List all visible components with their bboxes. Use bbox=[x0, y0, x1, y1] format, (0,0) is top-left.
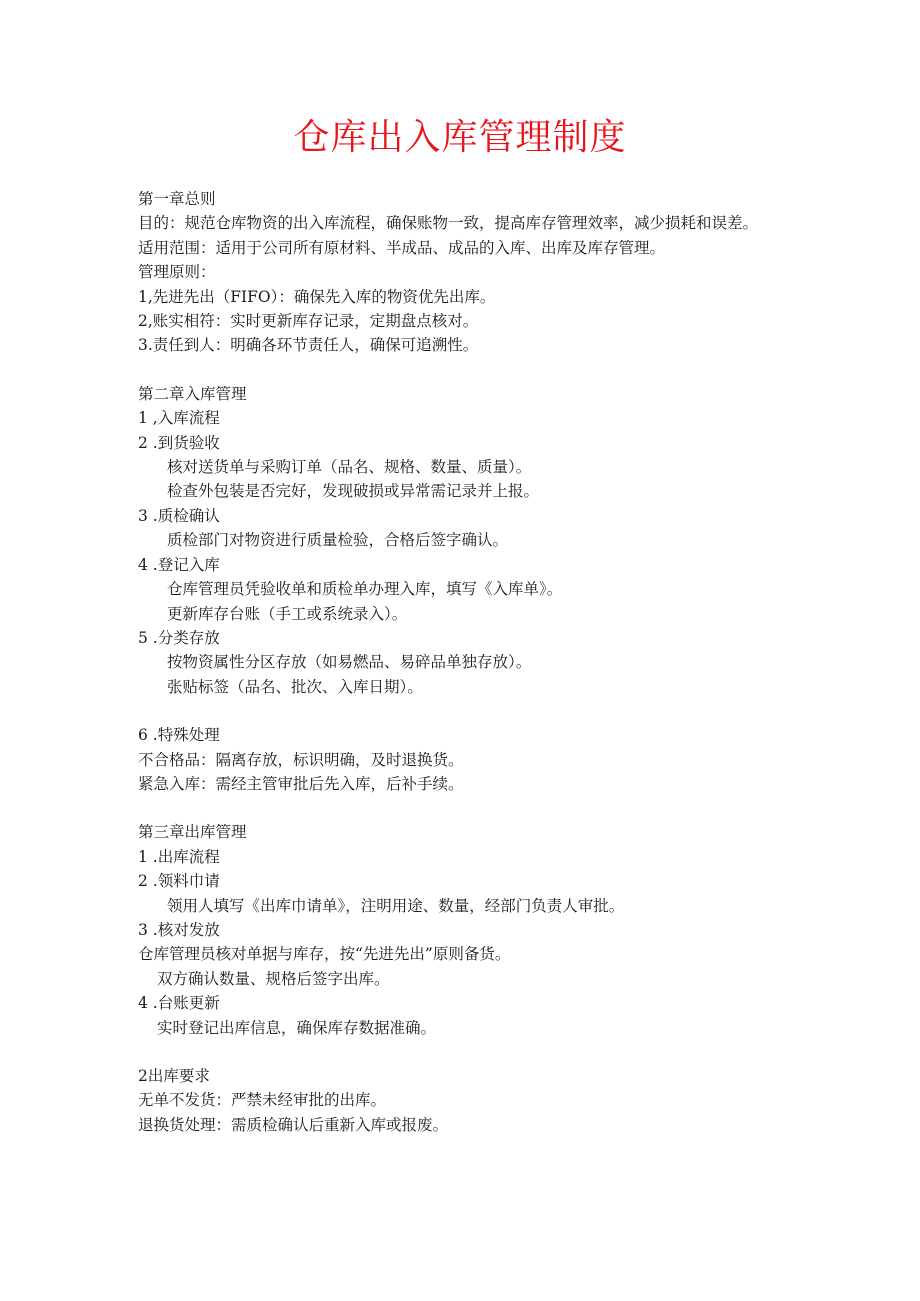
section-item: 领用人填写《出库巾请单》，注明用途、数量，经部门负责人审批。 bbox=[167, 896, 625, 915]
section-heading: 6 .特殊处理 bbox=[138, 726, 220, 745]
section-heading: 2 .到货验收 bbox=[138, 433, 220, 452]
principle-item: 2,账实相符：实时更新库存记录，定期盘点核对。 bbox=[138, 312, 479, 331]
requirements-heading: 2出库要求 bbox=[138, 1067, 210, 1085]
section-item: 核对送货单与采购订单（品名、规格、数量、质量）。 bbox=[167, 458, 532, 477]
principle-item: 1,先进先出（FIFO）：确保先入库的物资优先出库。 bbox=[138, 287, 496, 306]
section-heading: 5 .分类存放 bbox=[138, 628, 220, 647]
purpose-paragraph: 目的：规范仓库物资的出入库流程，确保账物一致，提高库存管理效率，减少损耗和误差。 bbox=[138, 214, 759, 233]
document-title: 仓库出入库管理制度 bbox=[293, 117, 627, 158]
section-item: 紧急入库：需经主管审批后先入库，后补手续。 bbox=[138, 774, 464, 793]
section-item: 双方确认数量、规格后签字出库。 bbox=[157, 969, 390, 988]
section-heading: 1 ,入库流程 bbox=[138, 409, 220, 428]
chapter-2-heading: 第二章入库管理 bbox=[138, 384, 247, 403]
section-heading: 1 .出库流程 bbox=[138, 847, 220, 866]
chapter-3-heading: 第三章出库管理 bbox=[138, 823, 247, 842]
principle-item: 3.责任到人：明确各环节责任人，确保可追溯性。 bbox=[138, 336, 479, 355]
section-item: 质检部门对物资进行质量检验，合格后签字确认。 bbox=[167, 531, 509, 550]
document-body bbox=[138, 187, 778, 1137]
section-item: 按物资属性分区存放（如易燃品、易碎品单独存放）。 bbox=[167, 653, 532, 672]
section-item: 仓库管理员核对单据与库存，按“先进先出”原则备货。 bbox=[138, 945, 511, 964]
section-item: 实时登记出库信息，确保库存数据准确。 bbox=[157, 1018, 437, 1037]
section-heading: 4 .台账更新 bbox=[138, 994, 220, 1013]
scope-paragraph: 适用范围：适用于公司所有原材料、半成品、成品的入库、出库及库存管理。 bbox=[138, 238, 666, 257]
section-item: 检查外包装是否完好，发现破损或异常需记录并上报。 bbox=[167, 482, 540, 501]
requirement-item: 退换货处理：需质检确认后重新入库或报废。 bbox=[138, 1115, 449, 1134]
section-heading: 3 .质检确认 bbox=[138, 506, 220, 525]
principles-heading: 管理原则： bbox=[138, 263, 216, 282]
section-heading: 4 .登记入库 bbox=[138, 555, 220, 574]
section-heading: 2 .领料巾请 bbox=[138, 872, 220, 891]
section-item: 仓库管理员凭验收单和质检单办理入库，填写《入库单》。 bbox=[167, 580, 563, 599]
section-item: 张贴标签（品名、批次、入库日期）。 bbox=[167, 677, 423, 696]
section-heading: 3 .核对发放 bbox=[138, 920, 220, 939]
requirement-item: 无单不发货：严禁未经审批的出库。 bbox=[138, 1091, 387, 1110]
section-item: 不合格品：隔离存放，标识明确，及时退换货。 bbox=[138, 750, 464, 769]
chapter-1-heading: 第一章总则 bbox=[138, 190, 216, 208]
section-item: 更新库存台账（手工或系统录入）。 bbox=[167, 604, 408, 623]
